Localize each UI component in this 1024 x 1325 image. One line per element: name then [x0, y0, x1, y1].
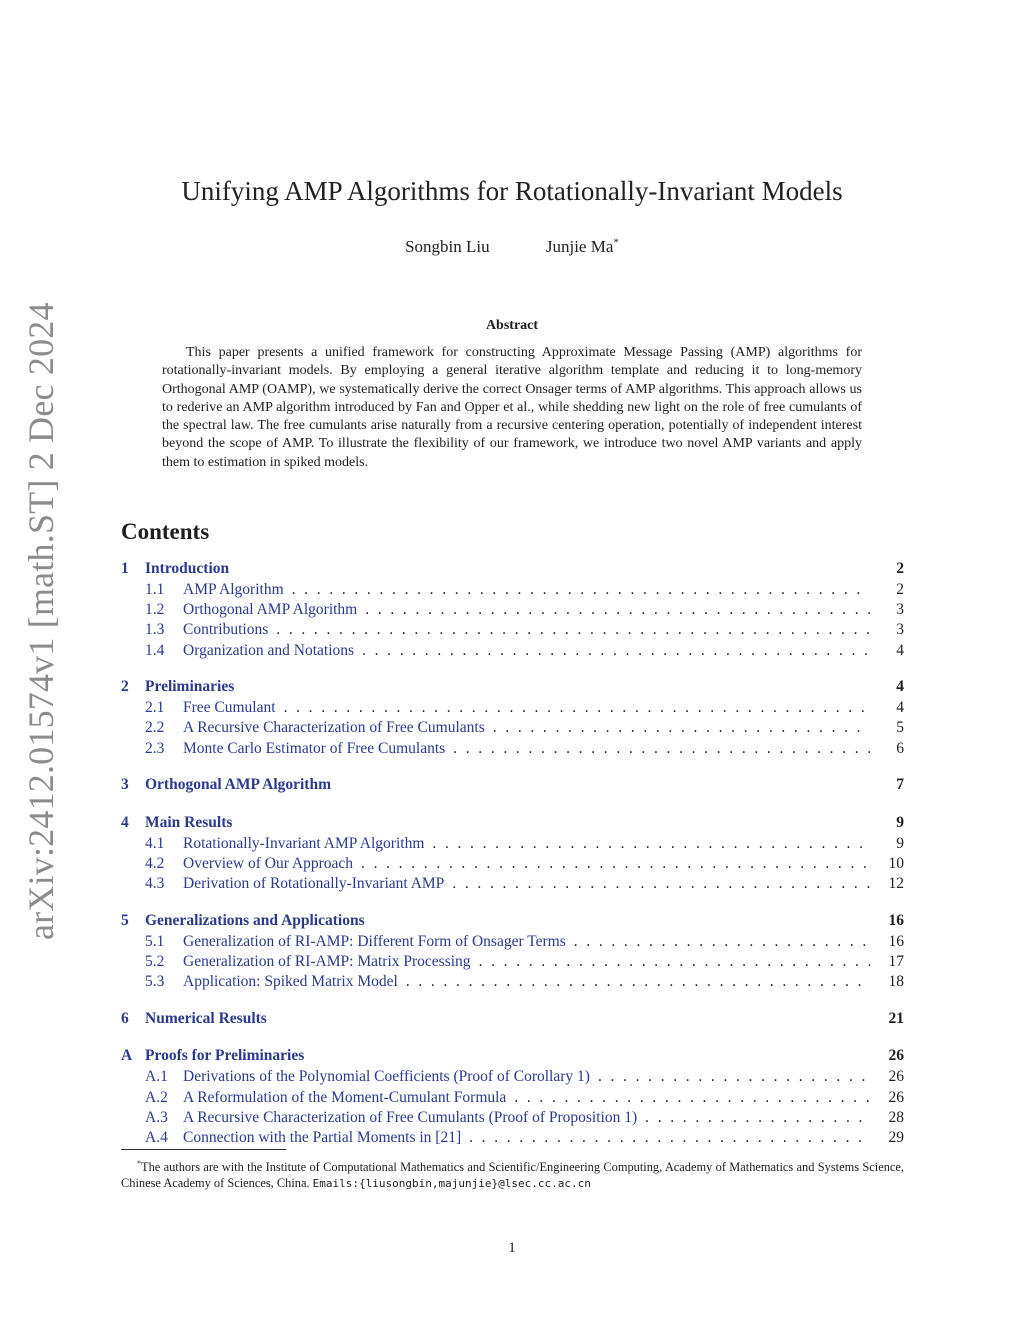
toc-leader-dots	[469, 1129, 870, 1147]
toc-title: A Reformulation of the Moment-Cumulant Formula	[183, 1088, 507, 1106]
toc-number: 1.3	[145, 621, 165, 639]
toc-page: 26	[888, 1088, 904, 1106]
toc-subsection-link[interactable]	[121, 1129, 904, 1149]
toc-leader-dots	[452, 875, 870, 893]
toc-leader-dots	[453, 740, 870, 758]
toc-number: 3	[121, 776, 129, 794]
toc-subsection-link[interactable]	[121, 1068, 904, 1088]
abstract-body: This paper presents a unified framework for constructing Approximate Message Passing (AMP) algorithms for rotationally-invariant models. By employing a general iterative algorithm template and reducing it to long-memory Orthogonal AMP (OAMP), we systematically derive the correct Onsager terms of AMP algorithms. This approach allows us to rederive an AMP algorithm introduced by Fan and Opper et al., while shedding new light on the role of free cumulants of the spectral law. The free cumulants arise naturally from a recursive centering operation, potentially of independent interest beyond the scope of AMP. To illustrate the flexibility of our framework, we introduce two novel AMP variants and apply them to estimation in spiked models.	[162, 345, 862, 470]
toc-title: Numerical Results	[145, 1009, 267, 1027]
toc-title: Generalization of RI-AMP: Matrix Processing	[183, 953, 471, 971]
toc-number: 2	[121, 678, 129, 696]
toc-title: Application: Spiked Matrix Model	[183, 973, 398, 991]
toc-page: 16	[888, 932, 904, 950]
toc-subsection-link[interactable]	[121, 621, 904, 641]
toc-number: 4.1	[145, 834, 165, 852]
arxiv-stamp: arXiv:2412.01574v1 [math.ST] 2 Dec 2024	[21, 302, 61, 940]
toc-title: Monte Carlo Estimator of Free Cumulants	[183, 739, 446, 757]
toc-title: Derivation of Rotationally-Invariant AMP	[183, 875, 445, 893]
toc-leader-dots	[574, 933, 870, 951]
toc-section-link[interactable]	[121, 678, 904, 699]
toc-leader-dots	[598, 1068, 870, 1086]
author-list	[0, 236, 1024, 257]
abstract-heading: Abstract	[485, 318, 539, 333]
author-2: Junjie Ma*	[545, 236, 619, 256]
toc-section-link[interactable]	[121, 912, 904, 933]
toc-page: 3	[896, 621, 904, 639]
toc-number: A.1	[145, 1068, 168, 1086]
toc-leader-dots	[432, 835, 870, 853]
table-of-contents	[121, 560, 904, 1149]
toc-number: 1.4	[145, 641, 165, 659]
toc-title: Proofs for Preliminaries	[145, 1047, 305, 1065]
author-1: Songbin Liu	[405, 236, 490, 256]
toc-title: Introduction	[145, 560, 230, 577]
toc-number: 4	[121, 813, 129, 831]
toc-title: Preliminaries	[145, 678, 235, 696]
toc-number: 1.1	[145, 581, 165, 598]
toc-title: Orthogonal AMP Algorithm	[183, 601, 358, 619]
author-emails: Emails:{liusongbin,majunjie}@lsec.cc.ac.cn	[312, 1177, 591, 1191]
toc-page: 5	[896, 719, 904, 737]
toc-page: 17	[888, 953, 904, 971]
toc-leader-dots	[645, 1109, 870, 1127]
toc-page: 4	[896, 678, 904, 696]
toc-subsection-link[interactable]	[121, 875, 904, 895]
toc-title: Contributions	[183, 621, 269, 639]
toc-number: A.3	[145, 1108, 168, 1126]
toc-page: 4	[896, 699, 904, 717]
toc-subsection-link[interactable]	[121, 581, 904, 601]
toc-page: 21	[888, 1009, 904, 1027]
toc-subsection-link[interactable]	[121, 642, 904, 662]
toc-number: 5.3	[145, 973, 165, 991]
toc-leader-dots	[493, 719, 870, 737]
toc-leader-dots	[276, 621, 870, 639]
toc-subsection-link[interactable]	[121, 933, 904, 953]
toc-leader-dots	[292, 581, 870, 599]
toc-page: 12	[888, 875, 904, 893]
toc-subsection-link[interactable]	[121, 973, 904, 993]
toc-subsection-link[interactable]	[121, 835, 904, 855]
toc-leader-dots	[365, 601, 870, 619]
toc-leader-dots	[514, 1089, 870, 1107]
toc-title: Rotationally-Invariant AMP Algorithm	[183, 834, 425, 852]
toc-page: 16	[888, 911, 904, 929]
toc-page: 7	[896, 776, 904, 794]
toc-number: 5.1	[145, 932, 165, 950]
toc-title: A Recursive Characterization of Free Cumulants	[183, 719, 485, 737]
toc-page: 29	[888, 1129, 904, 1146]
toc-number: 2.1	[145, 699, 165, 717]
toc-section-link[interactable]	[121, 1047, 904, 1068]
toc-leader-dots	[362, 642, 870, 660]
toc-title: AMP Algorithm	[183, 581, 284, 598]
toc-number: 1	[121, 560, 129, 577]
toc-section-link[interactable]	[121, 560, 904, 581]
toc-page: 4	[896, 641, 904, 659]
toc-subsection-link[interactable]	[121, 1109, 904, 1129]
toc-title: Main Results	[145, 813, 233, 831]
toc-subsection-link[interactable]	[121, 953, 904, 973]
toc-page: 28	[888, 1108, 904, 1126]
toc-leader-dots	[479, 953, 870, 971]
toc-page: 26	[888, 1068, 904, 1086]
toc-page: 9	[896, 834, 904, 852]
toc-subsection-link[interactable]	[121, 601, 904, 621]
toc-section-link[interactable]	[121, 814, 904, 835]
toc-leader-dots	[284, 699, 870, 717]
toc-number: 4.3	[145, 875, 165, 893]
toc-subsection-link[interactable]	[121, 1089, 904, 1109]
toc-page: 9	[896, 813, 904, 831]
toc-title: Free Cumulant	[183, 699, 276, 717]
toc-page: 3	[896, 601, 904, 619]
toc-subsection-link[interactable]	[121, 740, 904, 760]
toc-title: Derivations of the Polynomial Coefficients (Proof of Corollary 1)	[183, 1068, 590, 1086]
toc-number: 5.2	[145, 953, 165, 971]
toc-title: Orthogonal AMP Algorithm	[145, 776, 331, 794]
toc-leader-dots	[406, 973, 870, 991]
toc-number: 6	[121, 1009, 129, 1027]
toc-title: Generalizations and Applications	[145, 911, 365, 929]
toc-number: A.2	[145, 1088, 168, 1106]
paper-title: Unifying AMP Algorithms for Rotationally-Invariant Models	[181, 176, 843, 206]
toc-subsection-link[interactable]	[121, 719, 904, 739]
toc-number: 2.2	[145, 719, 165, 737]
toc-page: 2	[896, 560, 904, 577]
toc-page: 10	[888, 855, 904, 872]
toc-title: Connection with the Partial Moments in [21]	[183, 1129, 462, 1146]
toc-title: Overview of Our Approach	[183, 855, 354, 872]
toc-page: 18	[888, 973, 904, 991]
toc-page: 6	[896, 739, 904, 757]
toc-leader-dots	[361, 855, 870, 873]
toc-number: A	[121, 1047, 133, 1065]
toc-page: 26	[888, 1047, 904, 1065]
toc-subsection-link[interactable]	[121, 855, 904, 875]
toc-title: A Recursive Characterization of Free Cumulants (Proof of Proposition 1)	[183, 1108, 638, 1126]
toc-number: A.4	[145, 1129, 168, 1146]
toc-title: Organization and Notations	[183, 641, 355, 659]
toc-section-link[interactable]	[121, 776, 904, 797]
toc-subsection-link[interactable]	[121, 699, 904, 719]
toc-number: 1.2	[145, 601, 165, 619]
toc-title: Generalization of RI-AMP: Different Form of Onsager Terms	[183, 932, 566, 950]
toc-page: 2	[896, 581, 904, 598]
page-number: 1	[508, 1240, 516, 1256]
toc-section-link[interactable]	[121, 1010, 904, 1031]
contents-heading: Contents	[121, 519, 210, 544]
toc-number: 4.2	[145, 855, 165, 872]
footnote-rule	[121, 1149, 286, 1150]
toc-number: 2.3	[145, 739, 165, 757]
toc-number: 5	[121, 911, 129, 929]
footnote: *The authors are with the Institute of Computational Mathematics and Scientific/Engineering Computing, Academy of Mathematics and Systems Science, Chinese Academy of Sciences, China. Emails:{liusongbin,majunjie}@lsec.cc.ac.cn	[121, 1159, 904, 1191]
